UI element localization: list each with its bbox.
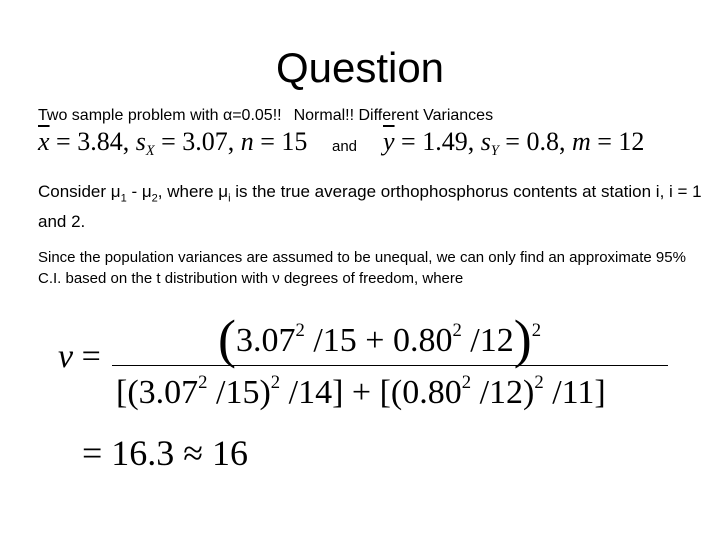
formula-result: = 16.3 ≈ 16 — [82, 433, 249, 473]
formula-denominator: [(3.07$^2$ /15)$^2$ $/14] + [(0.80^2$ /12)$^2$ /11] — [116, 372, 606, 411]
nu-lhs: ν = — [58, 338, 101, 375]
consider-text-a: Consider μ — [38, 182, 121, 201]
and-label: and — [332, 138, 358, 155]
fraction-bar — [112, 365, 668, 366]
variance-note-text: Normal!! Different Variances — [293, 107, 494, 124]
sample-x-statistics: $\overline{x} = 3.84$, $s_X = 3.07$, n = 15 — [38, 127, 308, 159]
formula-numerator: (3.07$^2$ $/15 + 0.80^2$ /12)$^2$ — [218, 309, 542, 369]
consider-paragraph — [38, 180, 708, 234]
mu-sub-i: i — [228, 192, 231, 205]
problem-type-text: Two sample problem with α=0.05!! — [38, 107, 282, 124]
n-value: 15 — [281, 127, 308, 156]
ybar-value: 1.49 — [422, 127, 468, 156]
mu-sub-2: 2 — [151, 192, 158, 205]
since-paragraph: Since the population variances are assumed to be unequal, we can only find an approximate 95% C.I. based on the t distribution with ν degrees of freedom, where — [38, 249, 686, 287]
xbar-value: 3.84 — [77, 127, 123, 156]
problem-statement — [38, 107, 493, 125]
consider-text-c: , where μ — [157, 182, 229, 201]
sy-value: 0.8 — [526, 127, 559, 156]
consider-text-b: - μ — [126, 182, 152, 201]
sample-y-statistics: $\overline{y} = 1.49$, $s_Y = 0.8$, m = 12 — [383, 127, 645, 159]
m-value: 12 — [618, 127, 645, 156]
mu-sub-1: 1 — [120, 192, 127, 205]
sx-value: 3.07 — [182, 127, 228, 156]
slide-title: Question — [275, 44, 445, 91]
consider-text-d: is the true average orthophosphorus contents at station i, i = 1 and 2. — [38, 182, 702, 232]
